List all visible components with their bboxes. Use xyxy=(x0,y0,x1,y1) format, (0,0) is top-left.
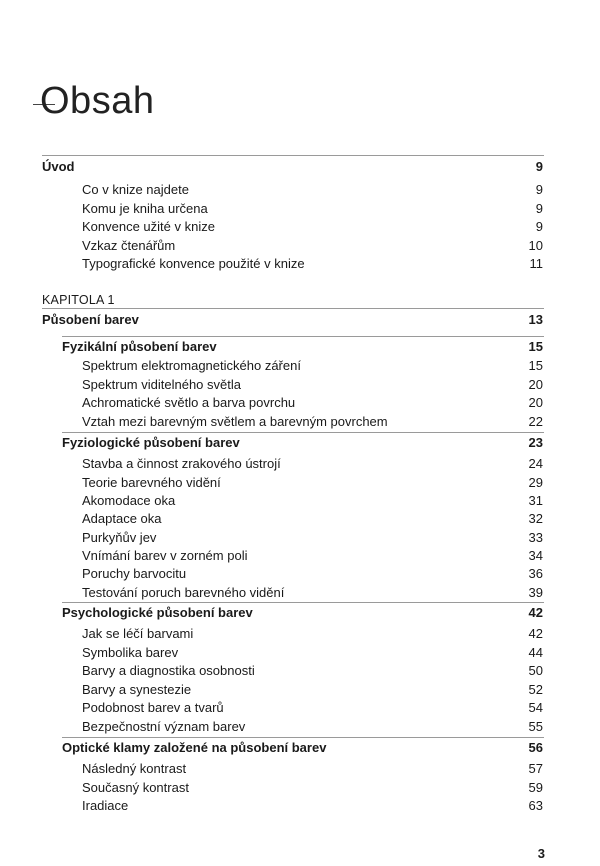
chapter-label: KAPITOLA 1 xyxy=(42,293,115,307)
toc-page: 59 xyxy=(528,779,543,795)
toc-page: 56 xyxy=(528,740,543,755)
toc-page: 50 xyxy=(528,663,543,678)
toc-page: 55 xyxy=(528,718,543,734)
toc-label: Konvence užité v knize xyxy=(82,219,215,234)
toc-entry[interactable] xyxy=(0,357,600,376)
toc-page: 9 xyxy=(535,200,543,216)
toc-label: Typografické konvence použité v knize xyxy=(82,256,305,271)
toc-page: 33 xyxy=(528,529,543,545)
toc-entry[interactable] xyxy=(0,218,600,237)
toc-label: Poruchy barvocitu xyxy=(82,566,187,581)
toc-entry[interactable] xyxy=(0,797,600,816)
toc-entry[interactable] xyxy=(0,529,600,548)
toc-page: 9 xyxy=(535,159,543,174)
toc-label: Následný kontrast xyxy=(82,761,187,776)
toc-page: 15 xyxy=(528,339,543,354)
toc-label: Purkyňův jev xyxy=(82,529,157,545)
toc-label: Akomodace oka xyxy=(82,493,176,508)
toc-label: Adaptace oka xyxy=(82,511,162,526)
toc-page: 32 xyxy=(528,511,543,526)
toc-page: 9 xyxy=(535,219,543,234)
toc-page: 13 xyxy=(528,312,543,327)
toc-entry[interactable] xyxy=(0,625,600,644)
toc-section-heading[interactable] xyxy=(0,434,600,453)
toc-entry[interactable] xyxy=(0,644,600,663)
toc-heading-intro[interactable] xyxy=(0,158,600,177)
toc-label: Vzkaz čtenářům xyxy=(82,237,176,253)
toc-label: Barvy a synestezie xyxy=(82,681,192,697)
toc-entry[interactable] xyxy=(0,394,600,413)
toc-page: 20 xyxy=(528,395,543,410)
toc-chapter-heading[interactable] xyxy=(0,311,600,330)
divider xyxy=(42,155,544,156)
toc-page: 42 xyxy=(528,626,543,641)
toc-page: 29 xyxy=(528,474,543,490)
toc-entry[interactable] xyxy=(0,779,600,798)
divider xyxy=(62,336,544,337)
toc-entry[interactable] xyxy=(0,237,600,256)
toc-label: Vztah mezi barevným světlem a barevným povrchem xyxy=(82,413,388,429)
toc-entry[interactable] xyxy=(0,200,600,219)
toc-entry[interactable] xyxy=(0,760,600,779)
toc-entry[interactable] xyxy=(0,718,600,737)
toc-page: 23 xyxy=(528,435,543,450)
toc-label: Stavba a činnost zrakového ústrojí xyxy=(82,456,281,471)
toc-entry[interactable] xyxy=(0,376,600,395)
page-title: Obsah xyxy=(40,80,155,122)
toc-entry[interactable] xyxy=(0,413,600,432)
toc-page: 9 xyxy=(535,182,543,197)
toc-entry[interactable] xyxy=(0,474,600,493)
toc-label: Komu je kniha určena xyxy=(82,200,208,216)
toc-label: Achromatické světlo a barva povrchu xyxy=(82,395,296,410)
toc-entry[interactable] xyxy=(0,681,600,700)
toc-entry[interactable] xyxy=(0,510,600,529)
toc-label: Psychologické působení barev xyxy=(62,605,253,620)
toc-label: Symbolika barev xyxy=(82,644,179,660)
toc-label: Spektrum viditelného světla xyxy=(82,376,241,392)
toc-entry[interactable] xyxy=(0,565,600,584)
toc-entry[interactable] xyxy=(0,547,600,566)
toc-entry[interactable] xyxy=(0,492,600,511)
toc-page: 63 xyxy=(528,798,543,813)
divider xyxy=(62,737,544,738)
toc-section-heading[interactable] xyxy=(0,338,600,357)
toc-label: Co v knize najdete xyxy=(82,182,189,197)
toc-page: 54 xyxy=(528,700,543,715)
toc-label: Teorie barevného vidění xyxy=(82,474,221,490)
toc-entry[interactable] xyxy=(0,255,600,274)
toc-label: Testování poruch barevného vidění xyxy=(82,584,285,600)
divider xyxy=(62,602,544,603)
toc-label: Fyziologické působení barev xyxy=(62,435,240,450)
divider xyxy=(62,432,544,433)
toc-page: 34 xyxy=(528,548,543,563)
toc-page: 22 xyxy=(528,413,543,429)
toc-label: Fyzikální působení barev xyxy=(62,339,217,354)
toc-page: 11 xyxy=(529,256,543,271)
toc-entry[interactable] xyxy=(0,662,600,681)
toc-label: Barvy a diagnostika osobnosti xyxy=(82,663,255,678)
divider xyxy=(42,308,544,309)
toc-section-heading[interactable] xyxy=(0,604,600,623)
toc-page: 31 xyxy=(528,493,543,508)
toc-entry[interactable] xyxy=(0,584,600,603)
toc-entry[interactable] xyxy=(0,455,600,474)
toc-page: 42 xyxy=(528,605,543,620)
page-number: 3 xyxy=(537,846,545,861)
toc-page: 44 xyxy=(528,644,543,660)
toc-page: 10 xyxy=(528,237,543,253)
toc-label: Iradiace xyxy=(82,798,129,813)
toc-label: Bezpečnostní význam barev xyxy=(82,718,246,734)
toc-page: 24 xyxy=(528,456,543,471)
toc-page: 36 xyxy=(528,566,543,581)
toc-label: Úvod xyxy=(42,159,75,174)
toc-label: Současný kontrast xyxy=(82,779,189,795)
toc-label: Optické klamy založené na působení barev xyxy=(62,740,327,755)
toc-page: 15 xyxy=(528,358,543,373)
toc-label: Vnímání barev v zorném poli xyxy=(82,548,248,563)
toc-label: Podobnost barev a tvarů xyxy=(82,700,224,715)
chapter-label-row xyxy=(0,291,600,310)
toc-label: Spektrum elektromagnetického záření xyxy=(82,358,301,373)
toc-page: 57 xyxy=(528,761,543,776)
toc-label: Působení barev xyxy=(42,312,139,327)
toc-label: Jak se léčí barvami xyxy=(82,626,194,641)
toc-page: 39 xyxy=(528,584,543,600)
toc-section-heading[interactable] xyxy=(0,739,600,758)
toc-entry[interactable] xyxy=(0,699,600,718)
toc-page: 20 xyxy=(528,376,543,392)
toc-page: 52 xyxy=(528,681,543,697)
toc-entry[interactable] xyxy=(0,181,600,200)
